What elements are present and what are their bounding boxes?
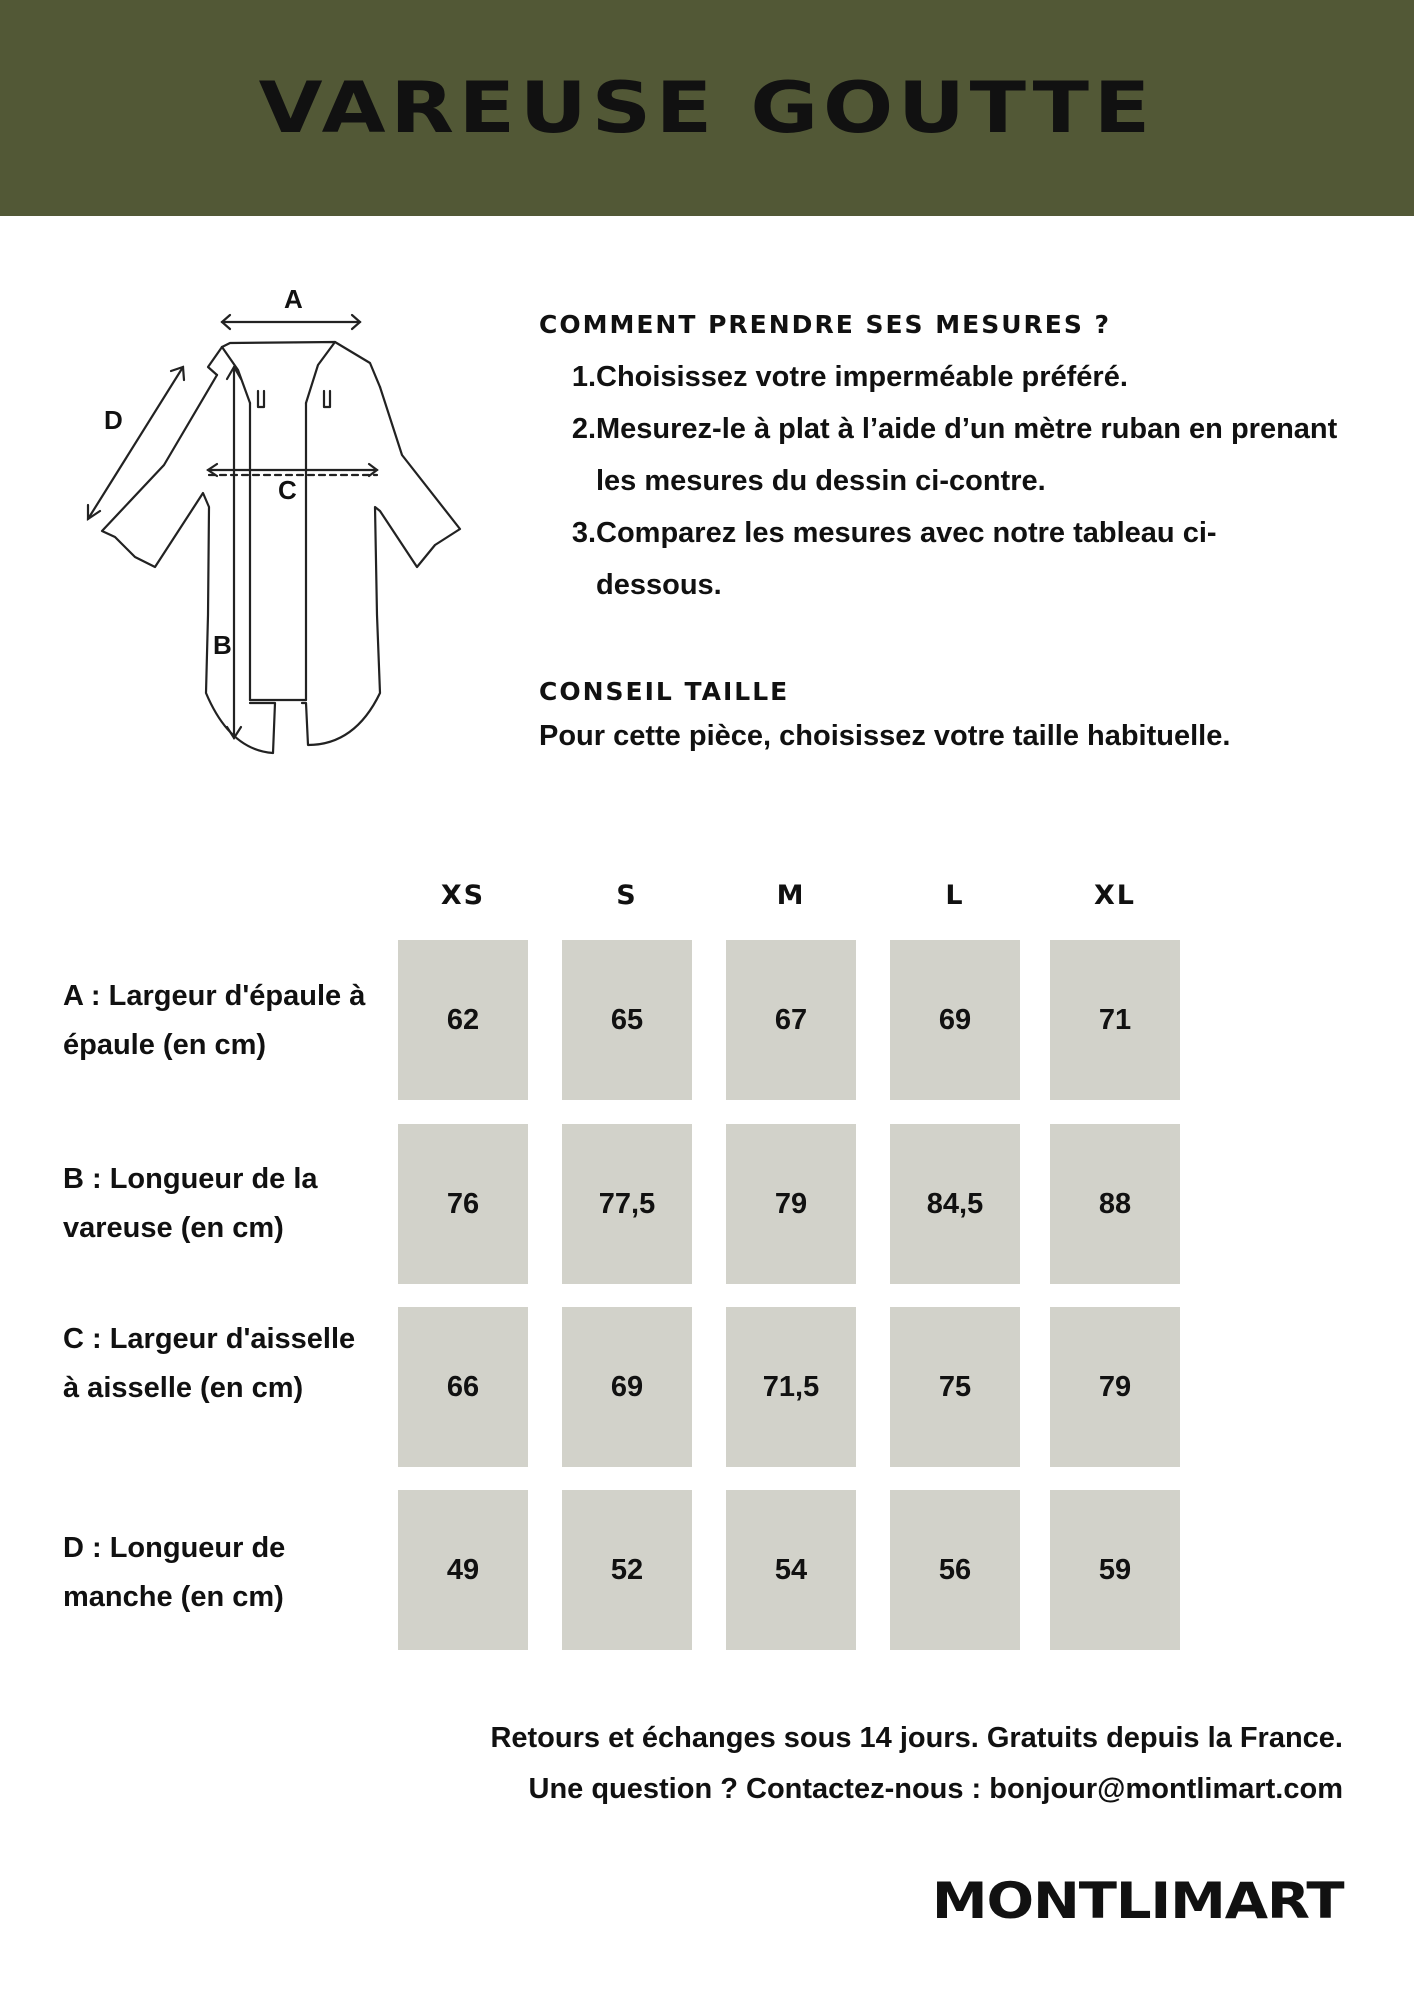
label-a: A xyxy=(284,284,303,314)
label-c: C xyxy=(278,475,297,505)
table-cell: 49 xyxy=(398,1490,528,1650)
step-text: Choisissez votre imperméable préféré. xyxy=(596,361,1128,393)
size-header-s: S xyxy=(616,880,638,911)
step-number: 3. xyxy=(571,517,596,549)
step-number: 1. xyxy=(571,361,596,393)
table-cell: 66 xyxy=(398,1307,528,1467)
instruction-step xyxy=(539,403,1339,507)
contact-line: Une question ? Contactez-nous : bonjour@montlimart.com xyxy=(528,1773,1343,1805)
row-label-a: A : Largeur d'épaule à épaule (en cm) xyxy=(63,980,366,1061)
table-cell: 69 xyxy=(562,1307,692,1467)
table-cell: 71,5 xyxy=(726,1307,856,1467)
table-cell: 67 xyxy=(726,940,856,1100)
instruction-steps xyxy=(539,351,1339,611)
header-banner xyxy=(0,0,1414,216)
table-cell: 75 xyxy=(890,1307,1020,1467)
table-cell: 59 xyxy=(1050,1490,1180,1650)
instructions-heading: COMMENT PRENDRE SES MESURES ? xyxy=(539,310,1112,339)
label-d: D xyxy=(104,405,123,435)
table-cell: 54 xyxy=(726,1490,856,1650)
brand-logo: MONTLIMART xyxy=(931,1872,1343,1930)
table-cell: 69 xyxy=(890,940,1020,1100)
table-cell: 79 xyxy=(726,1124,856,1284)
instruction-step xyxy=(539,351,1339,403)
table-cell: 76 xyxy=(398,1124,528,1284)
coat-measurement-diagram xyxy=(80,275,500,765)
returns-policy: Retours et échanges sous 14 jours. Gratuits depuis la France. xyxy=(490,1722,1343,1754)
page-title: VAREUSE GOUTTE xyxy=(258,67,1156,149)
table-cell: 52 xyxy=(562,1490,692,1650)
size-header-xs: XS xyxy=(440,880,486,911)
row-label-d: D : Longueur de manche (en cm) xyxy=(63,1532,286,1613)
coat-drawing xyxy=(80,275,500,765)
table-cell: 56 xyxy=(890,1490,1020,1650)
measurement-instructions xyxy=(539,310,1339,753)
size-header-xl: XL xyxy=(1093,880,1137,911)
step-text: Mesurez-le à plat à l’aide d’un mètre ruban en prenant les mesures du dessin ci-contre. xyxy=(596,413,1338,497)
step-number: 2. xyxy=(571,413,596,445)
table-cell: 84,5 xyxy=(890,1124,1020,1284)
size-tip-heading: CONSEIL TAILLE xyxy=(539,677,790,706)
table-cell: 88 xyxy=(1050,1124,1180,1284)
size-tip-text: Pour cette pièce, choisissez votre taille habituelle. xyxy=(539,720,1231,752)
size-header-l: L xyxy=(945,880,965,911)
size-header-m: M xyxy=(776,880,806,911)
instruction-step xyxy=(539,507,1339,611)
step-text: Comparez les mesures avec notre tableau ci-dessous. xyxy=(596,517,1217,601)
table-cell: 65 xyxy=(562,940,692,1100)
table-cell: 62 xyxy=(398,940,528,1100)
table-cell: 71 xyxy=(1050,940,1180,1100)
table-cell: 79 xyxy=(1050,1307,1180,1467)
label-b: B xyxy=(213,630,232,660)
row-label-c: C : Largeur d'aisselle à aisselle (en cm) xyxy=(63,1323,356,1404)
table-cell: 77,5 xyxy=(562,1124,692,1284)
row-label-b: B : Longueur de la vareuse (en cm) xyxy=(63,1163,318,1244)
